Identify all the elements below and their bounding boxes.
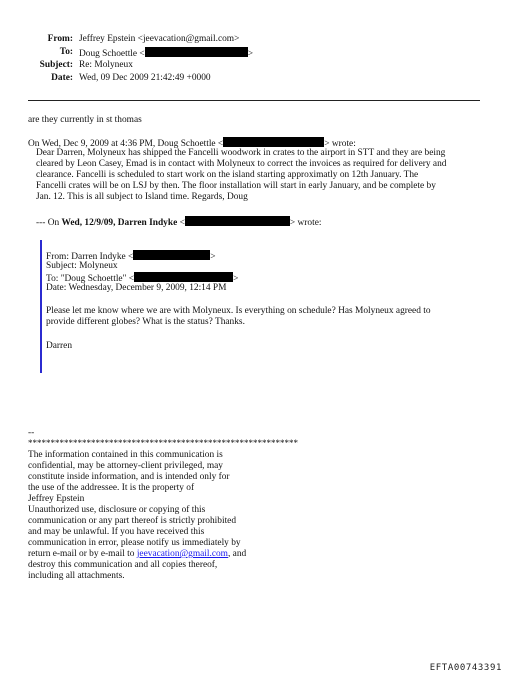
date-value: Wed, 09 Dec 2009 21:42:49 +0000 — [79, 73, 211, 83]
disclaimer-line: Jeffrey Epstein — [28, 494, 85, 504]
quote2-to-prefix: To: "Doug Schoettle" < — [46, 274, 135, 284]
disclaimer-line: the use of the addressee. It is the property of — [28, 483, 195, 493]
subject-label: Subject: — [39, 60, 73, 70]
quote2-to-suffix: > — [233, 274, 239, 284]
quote2-subject-line: Subject: Molyneux — [46, 261, 118, 271]
from-value: Jeffrey Epstein <jeevacation@gmail.com> — [79, 34, 240, 44]
quote1-line: cleared by Leon Casey, Emad is in contact with Molyneux to correct the invoices as required for delivery and — [36, 159, 447, 169]
subject-value: Re: Molyneux — [79, 60, 133, 70]
quote2-body-line: Please let me know where we are with Molyneux. Is everything on schedule? Has Molyneux agreed to — [46, 306, 431, 316]
quote2-attribution-lt: < — [177, 218, 185, 228]
quote2-body-line: provide different globes? What is the status? Thanks. — [46, 317, 245, 327]
quote1-line: Fancelli crates will be on LSJ by then. The floor installation will start in early January, and be complete by — [36, 181, 436, 191]
quote2-attribution-bold: Wed, 12/9/09, Darren Indyke — [61, 218, 178, 228]
disclaimer-line: The information contained in this communication is — [28, 450, 223, 460]
redaction-bar — [145, 47, 248, 57]
redaction-bar — [134, 272, 233, 282]
quote2-from-prefix: From: Darren Indyke < — [46, 252, 134, 262]
disclaimer-line: and may be unlawful. If you have received this — [28, 527, 205, 537]
footer-stars: ************************************************************ — [28, 438, 298, 448]
to-label: To: — [59, 47, 73, 57]
header-date-row — [0, 73, 512, 85]
quote2-attribution-suffix: > wrote: — [289, 218, 322, 228]
quote1-line: clearance. Fancelli is scheduled to start work on the island starting approximatly on 12th January. The — [36, 170, 419, 180]
quote-bar — [40, 240, 42, 373]
header-from-row — [0, 34, 512, 46]
disclaimer-line: Unauthorized use, disclosure or copying of this — [28, 505, 206, 515]
disclaimer-line: destroy this communication and all copies thereof, — [28, 560, 218, 570]
to-value-suffix: > — [247, 49, 253, 59]
quote2-from-suffix: > — [210, 252, 216, 262]
quote2-signature: Darren — [46, 341, 73, 351]
quote2-attribution — [36, 216, 321, 229]
quote2-attribution-prefix: --- On — [36, 218, 62, 228]
quote1-line: Dear Darren, Molyneux has shipped the Fancelli woodwork in crates to the airport in STT and they are being — [36, 148, 446, 158]
email-link[interactable]: jeevacation@gmail.com — [136, 549, 228, 559]
quote1-attribution-suffix: > wrote: — [324, 139, 356, 149]
redaction-bar — [185, 216, 290, 226]
header-to-row — [0, 47, 512, 59]
disclaimer-line: constitute inside information, and is intended only for — [28, 472, 230, 482]
disclaimer-link-suffix: , and — [227, 549, 247, 559]
page-id: EFTA00743391 — [429, 663, 502, 673]
date-label: Date: — [51, 73, 73, 83]
quote1-line: Jan. 12. This is all subject to Island time. Regards, Doug — [36, 192, 248, 202]
disclaimer-link-prefix: return e-mail or by e-mail to — [28, 549, 137, 559]
disclaimer-line: confidential, may be attorney-client privileged, may — [28, 461, 223, 471]
header-divider — [28, 100, 480, 101]
disclaimer-line-with-link — [28, 549, 246, 560]
header-subject-row — [0, 60, 512, 72]
to-value-prefix: Doug Schoettle < — [79, 49, 145, 59]
to-value — [79, 47, 253, 60]
quote1-attribution-prefix: On Wed, Dec 9, 2009 at 4:36 PM, Doug Schoettle < — [28, 139, 224, 149]
reply-body: are they currently in st thomas — [28, 115, 142, 125]
redaction-bar — [223, 137, 324, 147]
disclaimer-line: communication or any part thereof is strictly prohibited — [28, 516, 237, 526]
footer-dashes: -- — [28, 428, 35, 438]
disclaimer-line: including all attachments. — [28, 571, 125, 581]
redaction-bar — [133, 250, 210, 260]
quote2-date-line: Date: Wednesday, December 9, 2009, 12:14 PM — [46, 283, 227, 293]
disclaimer-line: communication in error, please notify us immediately by — [28, 538, 241, 548]
from-label: From: — [47, 34, 73, 44]
